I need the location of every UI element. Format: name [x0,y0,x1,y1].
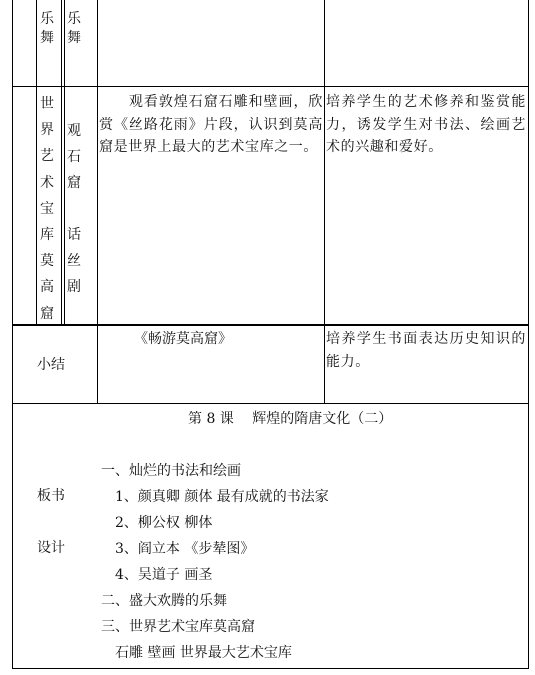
summary-content: 《畅游莫高窟》 [134,331,232,347]
row2-col2b-text: 话丝剧 [67,227,81,296]
board-line: 二、盛大欢腾的乐舞 [101,593,227,609]
board-line: 石雕 壁画 世界最大艺术宝库 [101,645,292,661]
board-line: 4、吴道子 画圣 [101,567,213,583]
table-left-border [12,0,13,669]
goal-col-divider [324,0,325,404]
summary-label: 小结 [37,357,65,373]
row1-col2-text: 乐舞 [67,11,81,46]
table-right-border [528,0,529,669]
board-label-line1: 板书 [37,488,65,504]
board-line: 一、灿烂的书法和绘画 [101,463,241,479]
board-title: 第 8 课 辉煌的隋唐文化（二） [188,411,393,427]
row2-goal-text: 培养学生的艺术修养和鉴赏能力，诱发学生对书法、绘画艺术的兴趣和爱好。 [326,94,526,155]
row4-bottom-border [12,668,529,669]
summary-goal: 培养学生书面表达历史知识的能力。 [326,331,526,370]
board-line: 1、颜真卿 颜体 最有成就的书法家 [101,489,329,505]
row2-col1-text: 世界艺术宝库莫高窟 [40,96,54,322]
board-line: 2、柳公权 柳体 [101,515,213,531]
sub-col-divider-1 [36,0,37,325]
row3-bottom-border [12,325,529,326]
board-line: 3、阎立本 《步辇图》 [101,541,255,557]
board-label-line2: 设计 [37,540,65,556]
row2-col2a-text: 观石窟 [67,123,81,192]
sub-col-divider-2 [61,0,62,325]
row3b-bottom-border [12,403,529,404]
row1-bottom-border [12,86,529,87]
board-line: 三、世界艺术宝库莫高窟 [101,619,255,635]
row2-content-text: 观看敦煌石窟石雕和壁画，欣赏《丝路花雨》片段，认识到莫高窟是世界上最大的艺术宝库之一。 [99,94,323,155]
row1-col1-text: 乐舞 [40,11,54,46]
content-col-divider [97,0,98,404]
